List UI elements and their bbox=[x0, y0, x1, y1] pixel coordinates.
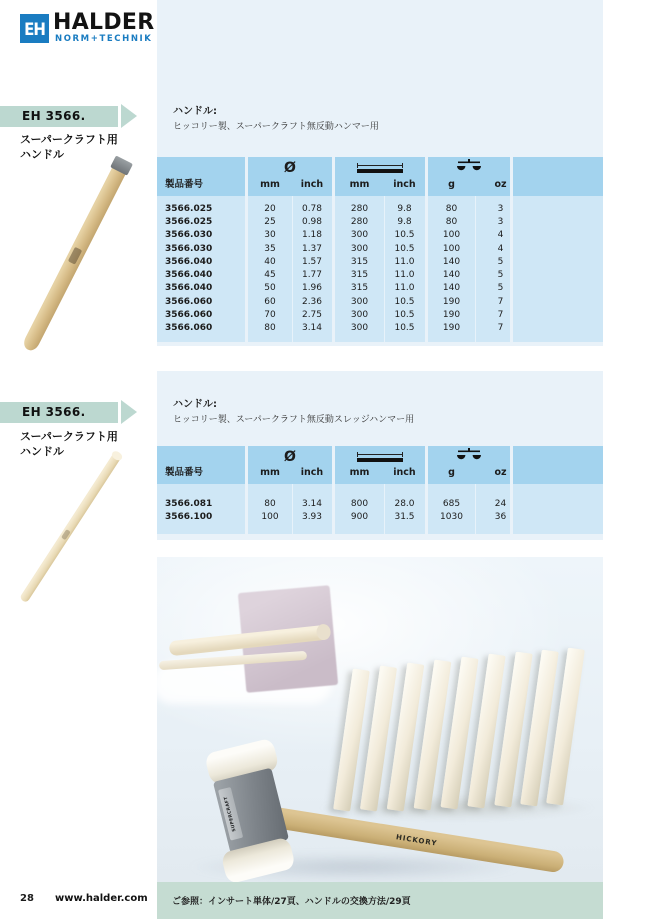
table-header bbox=[157, 446, 603, 484]
table-cell: 300 bbox=[350, 323, 369, 334]
table-description-2: ヒッコリー製、スーパークラフト無反動スレッジハンマー用 bbox=[173, 415, 415, 425]
table-cell: 1.37 bbox=[301, 243, 323, 254]
header-empty-col bbox=[513, 157, 603, 196]
product-table-1 bbox=[157, 157, 603, 342]
unit-label: inch bbox=[393, 179, 416, 190]
table-row bbox=[157, 229, 603, 242]
brand-tagline: NORM+TECHNIK bbox=[55, 34, 153, 44]
table-cell: 685 bbox=[442, 498, 461, 509]
header-product-col bbox=[157, 446, 245, 484]
table-cell: 3.14 bbox=[301, 323, 323, 334]
table-cell: 3.93 bbox=[301, 511, 323, 522]
unit-label: inch bbox=[300, 179, 324, 190]
unit-label: mm bbox=[260, 467, 280, 478]
table-cell: 5 bbox=[497, 270, 504, 281]
arrow-right-icon bbox=[121, 104, 137, 128]
table-row bbox=[157, 282, 603, 295]
weight-scale-icon bbox=[456, 159, 482, 174]
header-length-col bbox=[335, 446, 425, 484]
diameter-icon: Ø bbox=[284, 449, 296, 465]
table-description-1: ヒッコリー製、スーパークラフト無反動ハンマー用 bbox=[173, 122, 379, 132]
table-cell: 1.18 bbox=[301, 230, 323, 241]
table-cell: 3566.060 bbox=[165, 323, 213, 334]
table-cell: 140 bbox=[442, 256, 461, 267]
table-cell: 2.36 bbox=[301, 296, 323, 307]
footer-note: ご参照：インサート単体/27頁、ハンドルの交換方法/29頁 bbox=[172, 897, 411, 907]
side-label-line: スーパークラフト用 bbox=[20, 430, 118, 443]
product-table-2 bbox=[157, 446, 603, 534]
table-cell: 7 bbox=[497, 323, 504, 334]
table-cell: 3566.030 bbox=[165, 230, 213, 241]
product-photo bbox=[157, 557, 603, 882]
table-row bbox=[157, 497, 603, 510]
table-cell: 315 bbox=[350, 256, 369, 267]
table-cell: 10.5 bbox=[394, 310, 415, 321]
unit-label: mm bbox=[349, 467, 370, 478]
product-col-label: 製品番号 bbox=[165, 467, 204, 478]
table-cell: 9.8 bbox=[397, 216, 412, 227]
handle-stamp bbox=[68, 246, 82, 264]
table-cell: 11.0 bbox=[394, 270, 415, 281]
table-cell: 100 bbox=[442, 243, 461, 254]
table-cell: 190 bbox=[442, 296, 461, 307]
footer-note-bar bbox=[157, 882, 603, 919]
table-row bbox=[157, 510, 603, 523]
hickory-label: HICKORY bbox=[395, 832, 438, 848]
table-body bbox=[157, 196, 603, 342]
table-cell: 70 bbox=[264, 310, 276, 321]
table-cell: 50 bbox=[264, 283, 276, 294]
table-cell: 3566.025 bbox=[165, 203, 213, 214]
table-cell: 190 bbox=[442, 310, 461, 321]
table-cell: 40 bbox=[264, 256, 276, 267]
table-cell: 11.0 bbox=[394, 256, 415, 267]
table-cell: 0.98 bbox=[301, 216, 323, 227]
table-cell: 315 bbox=[350, 283, 369, 294]
table-cell: 300 bbox=[350, 310, 369, 321]
table-cell: 3.14 bbox=[301, 498, 323, 509]
brand-name: HALDER bbox=[53, 10, 155, 35]
table-cell: 10.5 bbox=[394, 296, 415, 307]
table-cell: 280 bbox=[350, 203, 369, 214]
product-code-label-1: EH 3566. bbox=[0, 106, 118, 127]
table-cell: 2.75 bbox=[301, 310, 323, 321]
product-side-label-1 bbox=[20, 133, 155, 163]
table-cell: 4 bbox=[497, 230, 504, 241]
table-cell: 25 bbox=[264, 216, 276, 227]
table-cell: 3566.060 bbox=[165, 310, 213, 321]
header-weight-col bbox=[428, 157, 510, 196]
table-cell: 9.8 bbox=[397, 203, 412, 214]
table-cell: 3566.030 bbox=[165, 243, 213, 254]
table-cell: 7 bbox=[497, 310, 504, 321]
table-cell: 300 bbox=[350, 230, 369, 241]
table-cell: 1030 bbox=[440, 511, 463, 522]
table-cell: 11.0 bbox=[394, 283, 415, 294]
table-cell: 100 bbox=[442, 230, 461, 241]
table-cell: 140 bbox=[442, 270, 461, 281]
handle-stamp bbox=[61, 529, 71, 540]
length-icon bbox=[357, 454, 403, 462]
table-row bbox=[157, 322, 603, 335]
table-row bbox=[157, 295, 603, 308]
table-heading-2: ハンドル: bbox=[173, 399, 217, 410]
header-diameter-col bbox=[248, 446, 332, 484]
table-cell: 36 bbox=[494, 511, 507, 522]
table-cell: 10.5 bbox=[394, 230, 415, 241]
table-row bbox=[157, 215, 603, 228]
table-cell: 3566.081 bbox=[165, 498, 213, 509]
table-cell: 45 bbox=[264, 270, 276, 281]
table-cell: 31.5 bbox=[394, 511, 415, 522]
side-label-line: スーパークラフト用 bbox=[20, 133, 118, 146]
unit-label: inch bbox=[393, 467, 416, 478]
table-cell: 3566.040 bbox=[165, 270, 213, 281]
table-cell: 80 bbox=[264, 498, 276, 509]
website-link[interactable]: www.halder.com bbox=[55, 893, 148, 904]
unit-label: g bbox=[448, 467, 455, 478]
table-cell: 7 bbox=[497, 296, 504, 307]
product-side-label-2 bbox=[20, 430, 155, 460]
table-cell: 3 bbox=[497, 216, 504, 227]
table-cell: 80 bbox=[264, 323, 276, 334]
logo-monogram: EH bbox=[24, 18, 45, 39]
table-cell: 4 bbox=[497, 243, 504, 254]
table-row bbox=[157, 255, 603, 268]
table-cell: 900 bbox=[350, 511, 369, 522]
table-cell: 24 bbox=[494, 498, 507, 509]
side-label-line: ハンドル bbox=[20, 147, 64, 161]
table-cell: 280 bbox=[350, 216, 369, 227]
table-body bbox=[157, 484, 603, 534]
table-cell: 315 bbox=[350, 270, 369, 281]
table-header bbox=[157, 157, 603, 196]
table-cell: 800 bbox=[350, 498, 369, 509]
header-length-col bbox=[335, 157, 425, 196]
table-cell: 60 bbox=[264, 296, 276, 307]
unit-label: oz bbox=[494, 179, 507, 190]
table-cell: 10.5 bbox=[394, 243, 415, 254]
table-cell: 140 bbox=[442, 283, 461, 294]
table-row bbox=[157, 308, 603, 321]
unit-label: g bbox=[448, 179, 455, 190]
product-col-label: 製品番号 bbox=[165, 179, 204, 190]
side-label-line: ハンドル bbox=[20, 444, 64, 458]
halder-logo-icon bbox=[20, 14, 49, 43]
table-cell: 0.78 bbox=[301, 203, 323, 214]
length-icon bbox=[357, 165, 403, 173]
unit-label: inch bbox=[300, 467, 324, 478]
unit-label: oz bbox=[494, 467, 507, 478]
weight-scale-icon bbox=[456, 448, 482, 463]
table-cell: 1.77 bbox=[301, 270, 323, 281]
table-cell: 1.96 bbox=[301, 283, 323, 294]
unit-label: mm bbox=[349, 179, 370, 190]
header-product-col bbox=[157, 157, 245, 196]
table-cell: 28.0 bbox=[394, 498, 415, 509]
table-cell: 5 bbox=[497, 283, 504, 294]
table-cell: 3566.025 bbox=[165, 216, 213, 227]
table-cell: 20 bbox=[264, 203, 276, 214]
table-row bbox=[157, 202, 603, 215]
table-cell: 80 bbox=[445, 203, 458, 214]
table-cell: 80 bbox=[445, 216, 458, 227]
table-cell: 3 bbox=[497, 203, 504, 214]
unit-label: mm bbox=[260, 179, 280, 190]
arrow-right-icon bbox=[121, 400, 137, 424]
page-number: 28 bbox=[20, 893, 34, 904]
table-row bbox=[157, 268, 603, 281]
table-cell: 35 bbox=[264, 243, 276, 254]
table-cell: 3566.060 bbox=[165, 296, 213, 307]
table-cell: 300 bbox=[350, 243, 369, 254]
hammer-sticker bbox=[218, 787, 243, 841]
header-empty-col bbox=[513, 446, 603, 484]
header-weight-col bbox=[428, 446, 510, 484]
table-row bbox=[157, 242, 603, 255]
table-cell: 3566.040 bbox=[165, 256, 213, 267]
table-cell: 5 bbox=[497, 256, 504, 267]
table-cell: 100 bbox=[261, 511, 279, 522]
table-heading-1: ハンドル: bbox=[173, 106, 217, 117]
product-code-label-2: EH 3566. bbox=[0, 402, 118, 423]
table-cell: 3566.100 bbox=[165, 511, 213, 522]
table-cell: 190 bbox=[442, 323, 461, 334]
header-diameter-col bbox=[248, 157, 332, 196]
supercraft-label: SUPERCRAFT bbox=[223, 795, 238, 832]
table-cell: 300 bbox=[350, 296, 369, 307]
handle-drawing-2 bbox=[19, 452, 122, 604]
handle-drawing-1 bbox=[21, 159, 130, 353]
table-cell: 30 bbox=[264, 230, 276, 241]
table-cell: 10.5 bbox=[394, 323, 415, 334]
table-cell: 1.57 bbox=[301, 256, 323, 267]
table-cell: 3566.040 bbox=[165, 283, 213, 294]
diameter-icon: Ø bbox=[284, 160, 296, 176]
